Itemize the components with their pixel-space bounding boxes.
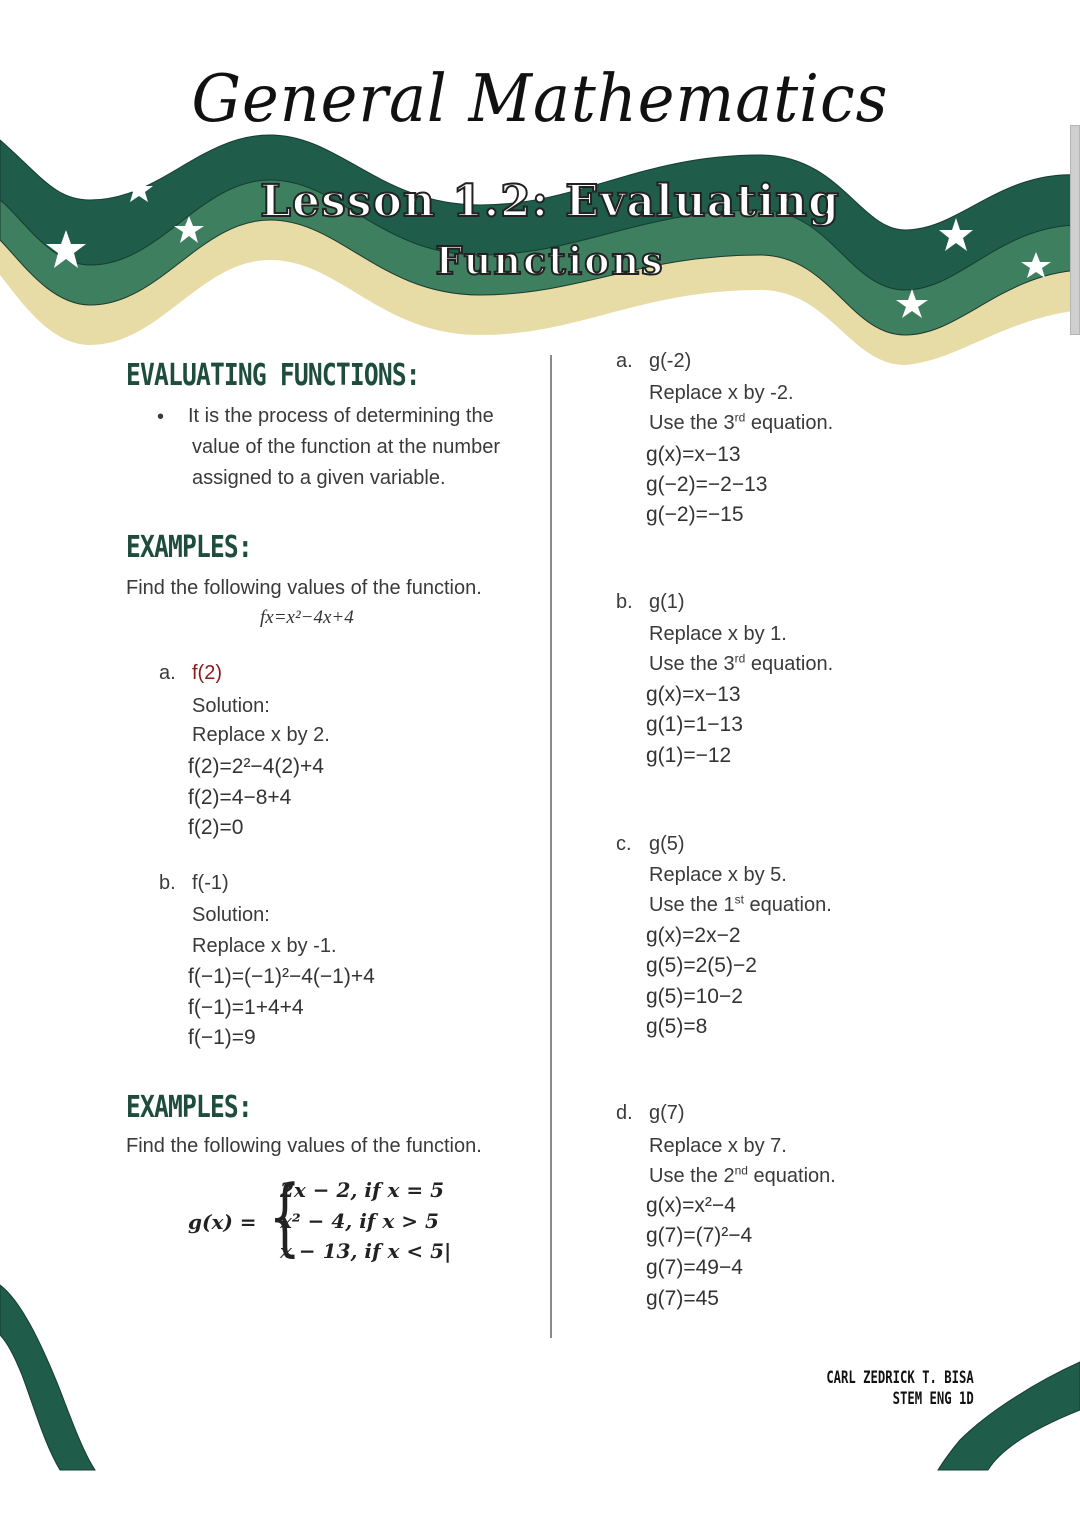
step: g(7)=45 — [646, 1287, 719, 1310]
bullet-icon: • — [157, 406, 165, 428]
step: g(x)=2x−2 — [646, 924, 741, 947]
lesson-subtitle: Functions — [435, 238, 665, 283]
definition-line-2: value of the function at the number — [192, 436, 500, 458]
step: g(−2)=−2−13 — [646, 473, 768, 496]
step: f(−1)=1+4+4 — [188, 996, 304, 1019]
step: f(−1)=9 — [188, 1026, 256, 1049]
item-call: f(-1) — [192, 872, 229, 894]
definition-line-3: assigned to a given variable. — [192, 467, 446, 489]
step: g(7)=49−4 — [646, 1256, 743, 1279]
item-letter: a. — [159, 662, 176, 684]
step: f(2)=2²−4(2)+4 — [188, 755, 324, 778]
item-letter: a. — [616, 350, 633, 372]
step: g(1)=−12 — [646, 744, 732, 767]
replace-text: Replace x by -2. — [649, 382, 794, 404]
use-equation-text: Use the 3rd equation. — [649, 651, 834, 675]
step: g(1)=1−13 — [646, 713, 743, 736]
replace-text: Replace x by -1. — [192, 935, 337, 957]
author-credit — [827, 1368, 974, 1410]
lesson-title: Lesson 1.2: Evaluating — [260, 176, 840, 227]
piecewise-case-2: x² − 4, if x > 5 — [280, 1209, 439, 1233]
use-equation-text: Use the 2nd equation. — [649, 1163, 836, 1187]
function-f: fx=x²−4x+4 — [260, 607, 354, 628]
subject-title: General Mathematics — [191, 60, 889, 137]
item-call: g(-2) — [649, 350, 692, 372]
step: g(5)=10−2 — [646, 985, 743, 1008]
solution-label: Solution: — [192, 695, 270, 717]
brace-icon: { — [268, 1167, 301, 1265]
author-section: STEM ENG 1D — [892, 1389, 974, 1409]
column-divider — [550, 355, 552, 1338]
item-call: g(5) — [649, 833, 685, 855]
item-letter: b. — [616, 591, 633, 613]
piecewise-case-1: 2x − 2, if x = 5 — [280, 1178, 445, 1202]
step: g(7)=(7)²−4 — [646, 1224, 753, 1247]
examples-heading-2: EXAMPLES: — [126, 1090, 252, 1125]
replace-text: Replace x by 2. — [192, 724, 330, 746]
definition-heading: EVALUATING FUNCTIONS: — [126, 358, 420, 393]
step: g(−2)=−15 — [646, 503, 744, 526]
use-equation-text: Use the 1st equation. — [649, 892, 832, 916]
item-letter: b. — [159, 872, 176, 894]
solution-label: Solution: — [192, 904, 270, 926]
step: g(x)=x−13 — [646, 443, 741, 466]
piecewise-case-3: x − 13, if x < 5| — [280, 1239, 452, 1263]
step: f(−1)=(−1)²−4(−1)+4 — [188, 965, 375, 988]
item-call: f(2) — [192, 662, 222, 684]
replace-text: Replace x by 1. — [649, 623, 787, 645]
item-letter: c. — [616, 833, 632, 855]
item-letter: d. — [616, 1102, 633, 1124]
examples-heading-1: EXAMPLES: — [126, 530, 252, 565]
step: g(5)=8 — [646, 1015, 708, 1038]
examples-instruction-2: Find the following values of the function. — [126, 1135, 482, 1157]
step: f(2)=4−8+4 — [188, 786, 292, 809]
author-name: CARL ZEDRICK T. BISA — [826, 1368, 974, 1388]
replace-text: Replace x by 7. — [649, 1135, 787, 1157]
replace-text: Replace x by 5. — [649, 864, 787, 886]
step: g(5)=2(5)−2 — [646, 954, 757, 977]
scrollbar[interactable] — [1070, 125, 1080, 335]
examples-instruction-1: Find the following values of the function. — [126, 577, 482, 599]
item-call: g(7) — [649, 1102, 685, 1124]
piecewise-lhs: g(x) = — [188, 1210, 257, 1234]
step: f(2)=0 — [188, 816, 244, 839]
use-equation-text: Use the 3rd equation. — [649, 410, 834, 434]
step: g(x)=x²−4 — [646, 1194, 736, 1217]
definition-line-1: It is the process of determining the — [188, 405, 494, 427]
step: g(x)=x−13 — [646, 683, 741, 706]
item-call: g(1) — [649, 591, 685, 613]
